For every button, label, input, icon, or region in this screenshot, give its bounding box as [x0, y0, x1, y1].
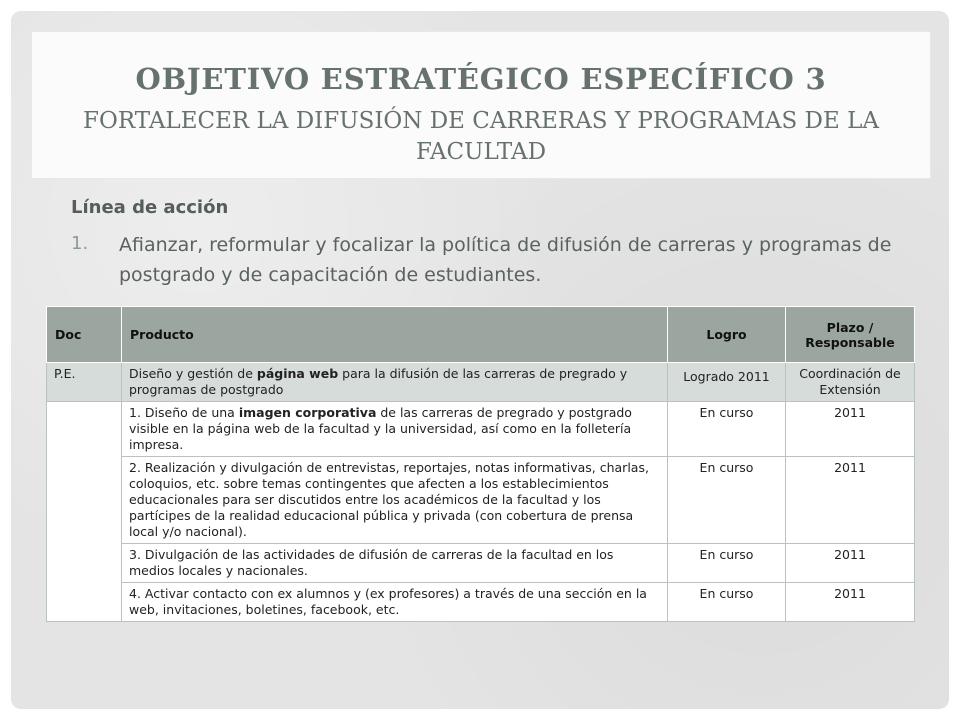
product-text: para la difusión de las carreras de pregrado y programas de postgrado	[129, 366, 628, 397]
product-bold-text: imagen corporativa	[238, 405, 377, 420]
cell-logro: En curso	[668, 457, 786, 544]
title-box	[31, 31, 931, 179]
cell-doc-empty	[47, 402, 122, 622]
cell-plazo: 2011	[786, 402, 915, 457]
slide-subtitle: FORTALECER LA DIFUSIÓN DE CARRERAS Y PROGRAMAS DE LA FACULTAD	[83, 108, 879, 165]
line-of-action-heading: Línea de acción	[71, 197, 229, 218]
product-text: 1. Diseño de una	[129, 405, 239, 420]
table-row	[47, 363, 915, 402]
action-number: 1.	[71, 233, 89, 254]
product-text: 3. Divulgación de las actividades de difusión de carreras de la facultad en los medios locales y nacionales.	[129, 547, 614, 578]
cell-logro: En curso	[668, 583, 786, 622]
table-row	[47, 583, 915, 622]
cell-doc: P.E.	[47, 363, 122, 402]
table-row	[47, 457, 915, 544]
products-table	[46, 306, 915, 622]
table-row	[47, 544, 915, 583]
cell-plazo: Coordinación de Extensión	[786, 363, 915, 402]
header-logro: Logro	[668, 307, 786, 363]
header-product: Producto	[122, 307, 668, 363]
cell-plazo: 2011	[786, 583, 915, 622]
product-text: Diseño y gestión de	[129, 366, 257, 381]
cell-logro: Logrado 2011	[668, 363, 786, 402]
cell-logro: En curso	[668, 544, 786, 583]
product-bold-text: página web	[256, 366, 339, 381]
cell-product	[122, 363, 668, 402]
table-row	[47, 402, 915, 457]
action-text: Afianzar, reformular y focalizar la política de difusión de carreras y programas de postgrado y de capacitación de estudiantes.	[119, 234, 892, 286]
table-header-row	[47, 307, 915, 363]
header-doc: Doc	[47, 307, 122, 363]
cell-logro: En curso	[668, 402, 786, 457]
cell-plazo: 2011	[786, 457, 915, 544]
product-text: 2. Realización y divulgación de entrevistas, reportajes, notas informativas, charlas, coloquios, etc. sobre temas contingentes que afecten a los establecimientos educacionales para ser discutidos entre los académicos de la facultad y los partícipes de la realidad educacional pública y privada (con cobertura de prensa local y/o nacional).	[129, 460, 649, 539]
product-text: de las carreras de pregrado y postgrado visible en la página web de la facultad y la universidad, así como en la folletería impresa.	[129, 405, 632, 452]
cell-product	[122, 583, 668, 622]
cell-plazo: 2011	[786, 544, 915, 583]
cell-product	[122, 457, 668, 544]
cell-product	[122, 544, 668, 583]
cell-product	[122, 402, 668, 457]
product-text: 4. Activar contacto con ex alumnos y (ex profesores) a través de una sección en la web, invitaciones, boletines, facebook, etc.	[129, 586, 647, 617]
header-plazo: Plazo / Responsable	[786, 307, 915, 363]
slide-title: OBJETIVO ESTRATÉGICO ESPECÍFICO 3	[135, 62, 827, 96]
